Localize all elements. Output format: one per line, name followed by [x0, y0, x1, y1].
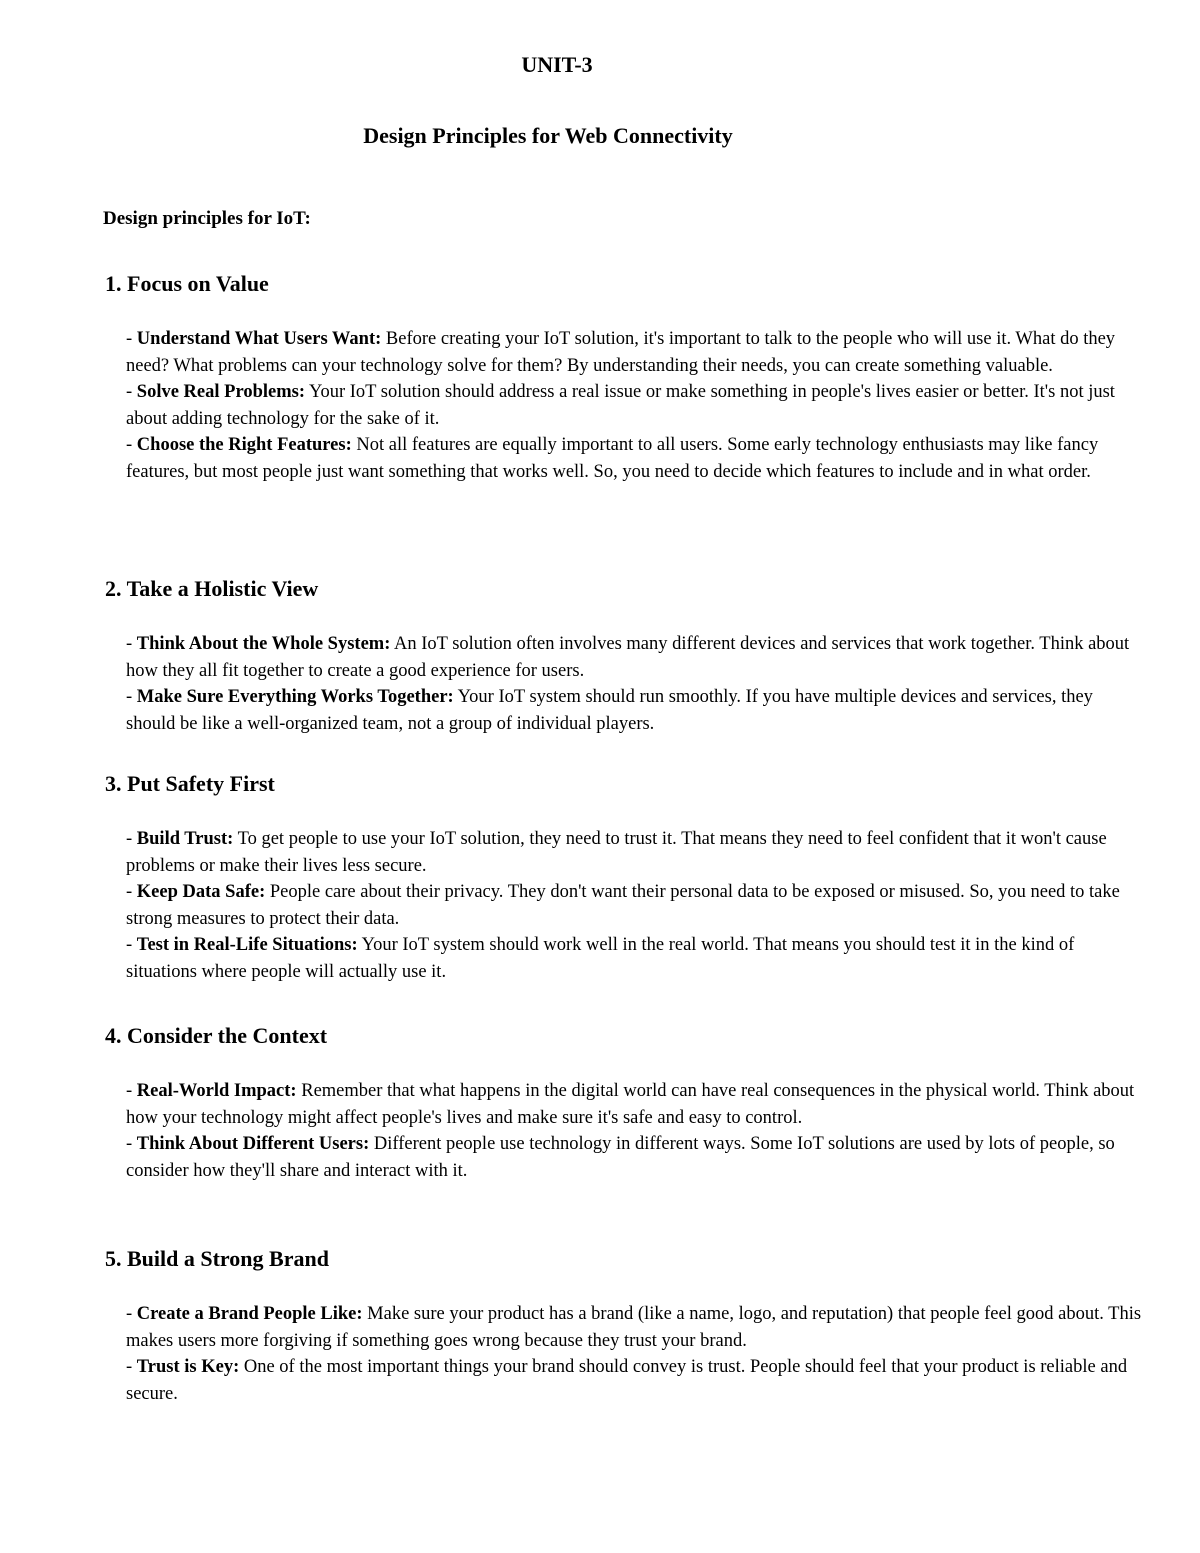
- list-item: - Keep Data Safe: People care about their privacy. They don't want their personal data to be exposed or misused. So, you need to take strong measures to protect their data.: [126, 882, 1120, 929]
- item-text: Remember that what happens in the digital world can have real consequences in the physical world. Think about how your technology might affect people's lives and make sure it's safe and easy to control.: [126, 1081, 1135, 1128]
- list-item: - Real-World Impact: Remember that what happens in the digital world can have real consequences in the physical world. Think about how your technology might affect people's lives and make sure it's safe and easy to control.: [126, 1081, 1135, 1128]
- item-label: Real-World Impact:: [136, 1081, 297, 1101]
- list-item: - Make Sure Everything Works Together: Your IoT system should run smoothly. If you have multiple devices and services, they should be like a well-organized team, not a group of individual players.: [126, 687, 1093, 734]
- section-heading: 2. Take a Holistic View: [105, 576, 319, 601]
- item-text: An IoT solution often involves many different devices and services that work together. Think about how they all fit together to create a good experience for users.: [126, 634, 1130, 681]
- list-item: - Create a Brand People Like: Make sure your product has a brand (like a name, logo, and reputation) that people feel good about. This makes users more forgiving if something goes wrong because they trust your brand.: [126, 1304, 1142, 1351]
- list-item: - Understand What Users Want: Before creating your IoT solution, it's important to talk to the people who will use it. What do they need? What problems can your technology solve for them? By understanding their needs, you can create something valuable.: [126, 329, 1116, 376]
- section-heading: 3. Put Safety First: [105, 771, 275, 796]
- section-items: [105, 631, 1145, 737]
- item-label: Choose the Right Features:: [136, 435, 352, 456]
- section-consider-context: [105, 1023, 1145, 1184]
- item-text: To get people to use your IoT solution, they need to trust it. That means they need to feel confident that it won't cause problems or make their lives less secure.: [126, 829, 1107, 876]
- item-text: Your IoT solution should address a real issue or make something in people's lives easier or better. It's not just about adding technology for the sake of it.: [126, 382, 1115, 429]
- list-item: - Solve Real Problems: Your IoT solution should address a real issue or make something in people's lives easier or better. It's not just about adding technology for the sake of it.: [126, 382, 1115, 429]
- document-title: Design Principles for Web Connectivity: [363, 123, 733, 148]
- item-text: People care about their privacy. They don't want their personal data to be exposed or misused. So, you need to take strong measures to protect their data.: [126, 882, 1120, 929]
- list-item: - Think About the Whole System: An IoT solution often involves many different devices and services that work together. Think about how they all fit together to create a good experience for users.: [126, 634, 1130, 681]
- item-text: Different people use technology in different ways. Some IoT solutions are used by lots of people, so consider how they'll share and interact with it.: [126, 1134, 1115, 1181]
- item-label: Think About Different Users:: [136, 1134, 370, 1155]
- item-label: Test in Real-Life Situations:: [136, 935, 358, 956]
- item-label: Solve Real Problems:: [136, 382, 305, 403]
- item-text: Your IoT system should run smoothly. If you have multiple devices and services, they should be like a well-organized team, not a group of individual players.: [126, 687, 1093, 734]
- section-focus-on-value: [105, 271, 1145, 486]
- item-label: Understand What Users Want:: [136, 329, 382, 349]
- item-label: Create a Brand People Like:: [136, 1304, 363, 1324]
- section-items: [105, 326, 1145, 486]
- intro-heading: Design principles for IoT:: [103, 208, 311, 229]
- item-label: Keep Data Safe:: [136, 882, 266, 903]
- section-items: [105, 1301, 1145, 1407]
- section-heading: 1. Focus on Value: [105, 271, 269, 296]
- item-text: One of the most important things your brand should convey is trust. People should feel that your product is reliable and secure.: [126, 1357, 1128, 1404]
- list-item: - Trust is Key: One of the most important things your brand should convey is trust. People should feel that your product is reliable and secure.: [126, 1357, 1128, 1404]
- item-text: Before creating your IoT solution, it's important to talk to the people who will use it. What do they need? What problems can your technology solve for them? By understanding their needs, you can create something valuable.: [126, 329, 1116, 376]
- item-text: Your IoT system should work well in the real world. That means you should test it in the kind of situations where people will actually use it.: [126, 935, 1075, 982]
- item-label: Think About the Whole System:: [136, 634, 391, 654]
- item-label: Make Sure Everything Works Together:: [136, 687, 454, 708]
- section-items: [105, 826, 1145, 986]
- list-item: - Think About Different Users: Different people use technology in different ways. Some IoT solutions are used by lots of people, so consider how they'll share and interact with it.: [126, 1134, 1115, 1181]
- item-label: Trust is Key:: [136, 1357, 240, 1378]
- list-item: - Build Trust: To get people to use your IoT solution, they need to trust it. That means they need to feel confident that it won't cause problems or make their lives less secure.: [126, 829, 1107, 876]
- item-text: Make sure your product has a brand (like a name, logo, and reputation) that people feel good about. This makes users more forgiving if something goes wrong because they trust your brand.: [126, 1304, 1142, 1351]
- section-items: [105, 1078, 1145, 1184]
- section-holistic-view: [105, 576, 1145, 737]
- list-item: - Choose the Right Features: Not all features are equally important to all users. Some early technology enthusiasts may like fancy features, but most people just want something that works well. So, you need to decide which features to include and in what order.: [126, 435, 1099, 482]
- section-heading: 5. Build a Strong Brand: [105, 1246, 329, 1271]
- section-heading: 4. Consider the Context: [105, 1023, 328, 1048]
- section-strong-brand: [105, 1246, 1145, 1407]
- list-item: - Test in Real-Life Situations: Your IoT system should work well in the real world. That means you should test it in the kind of situations where people will actually use it.: [126, 935, 1075, 982]
- unit-title: UNIT-3: [521, 52, 593, 77]
- item-label: Build Trust:: [136, 829, 234, 849]
- item-text: Not all features are equally important to all users. Some early technology enthusiasts may like fancy features, but most people just want something that works well. So, you need to decide which features to include and in what order.: [126, 435, 1099, 482]
- section-safety-first: [105, 771, 1145, 986]
